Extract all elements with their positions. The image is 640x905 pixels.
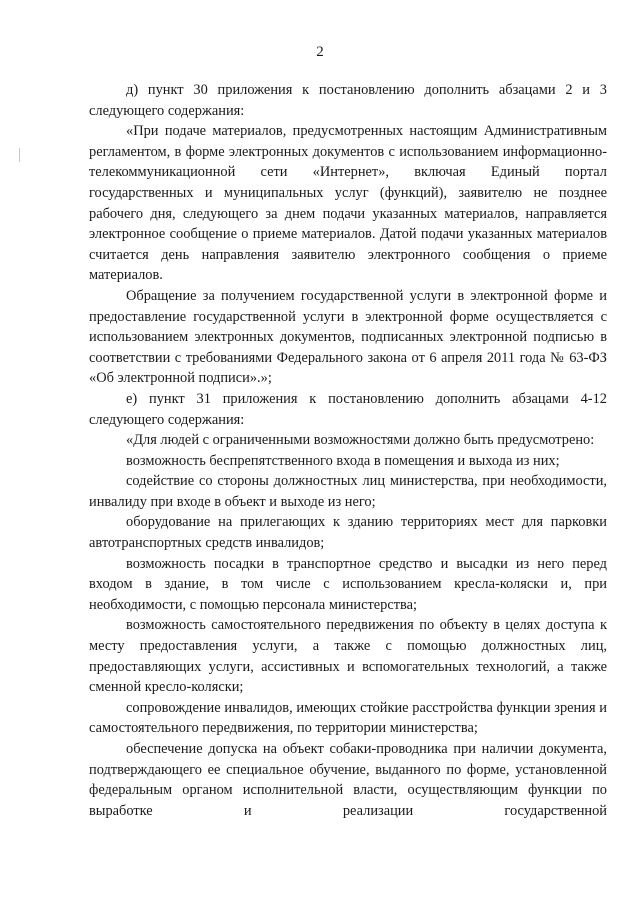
paragraph-item-e: е) пункт 31 приложения к постановлению дополнить абзацами 4-12 следующего содержания: [89,390,607,428]
paragraph-quote-submission: «При подаче материалов, предусмотренных настоящим Административным регламентом, в форме электронных документов с использованием информационно-телекоммуникационной сети «Интернет», включая Единый портал государственных и муниципальных услуг (функций), заявителю не позднее рабочего дня, следующего за днем подачи указанных материалов, направляется электронное сообщение о приеме материалов. Датой подачи указанных материалов считается день направления заявителю электронного сообщения о приеме материалов. [89,123,607,284]
page-number: 2 [316,44,324,60]
paragraph-movement: возможность самостоятельного передвижения по объекту в целях доступа к месту предоставления услуги, а также с помощью должностных лиц, предоставляющих услуги, ассистивных и вспомогательных технологий, а также сменной кресло-коляски; [89,617,607,696]
paragraph-item-d: д) пункт 30 приложения к постановлению дополнить абзацами 2 и 3 следующего содержания: [89,82,607,119]
document-body [89,80,607,821]
paragraph-guide-dog: обеспечение допуска на объект собаки-проводника при наличии документа, подтверждающего ее специальное обучение, выданного по форме, установленной федеральным органом исполнительной власти, осуществляющим функции по выработке и реализации государственной [89,741,607,819]
paragraph-assistance: содействие со стороны должностных лиц министерства, при необходимости, инвалиду при входе в объект и выходе из него; [89,473,607,510]
paragraph-disabilities-intro: «Для людей с ограниченными возможностями должно быть предусмотрено: [126,432,595,449]
paragraph-escort: сопровождение инвалидов, имеющих стойкие расстройства функции зрения и самостоятельного передвижения, по территории министерства; [89,699,607,737]
scan-mark [19,148,20,162]
paragraph-boarding: возможность посадки в транспортное средство и высадки из него перед входом в здание, в том числе с использованием кресла-коляски и, при необходимости, с помощью персонала министерства; [89,555,607,613]
paragraph-entry-exit: возможность беспрепятственного входа в помещения и выхода из них; [126,452,560,469]
paragraph-electronic-form: Обращение за получением государственной услуги в электронной форме и предоставление государственной услуги в электронной форме осуществляется с использованием электронных документов, подписанных электронной подписью в соответствии с требованиями Федерального закона от 6 апреля 2011 года № 63-ФЗ «Об электронной подписи».»; [89,287,607,387]
paragraph-parking: оборудование на прилегающих к зданию территориях мест для парковки автотранспортных средств инвалидов; [89,514,607,552]
